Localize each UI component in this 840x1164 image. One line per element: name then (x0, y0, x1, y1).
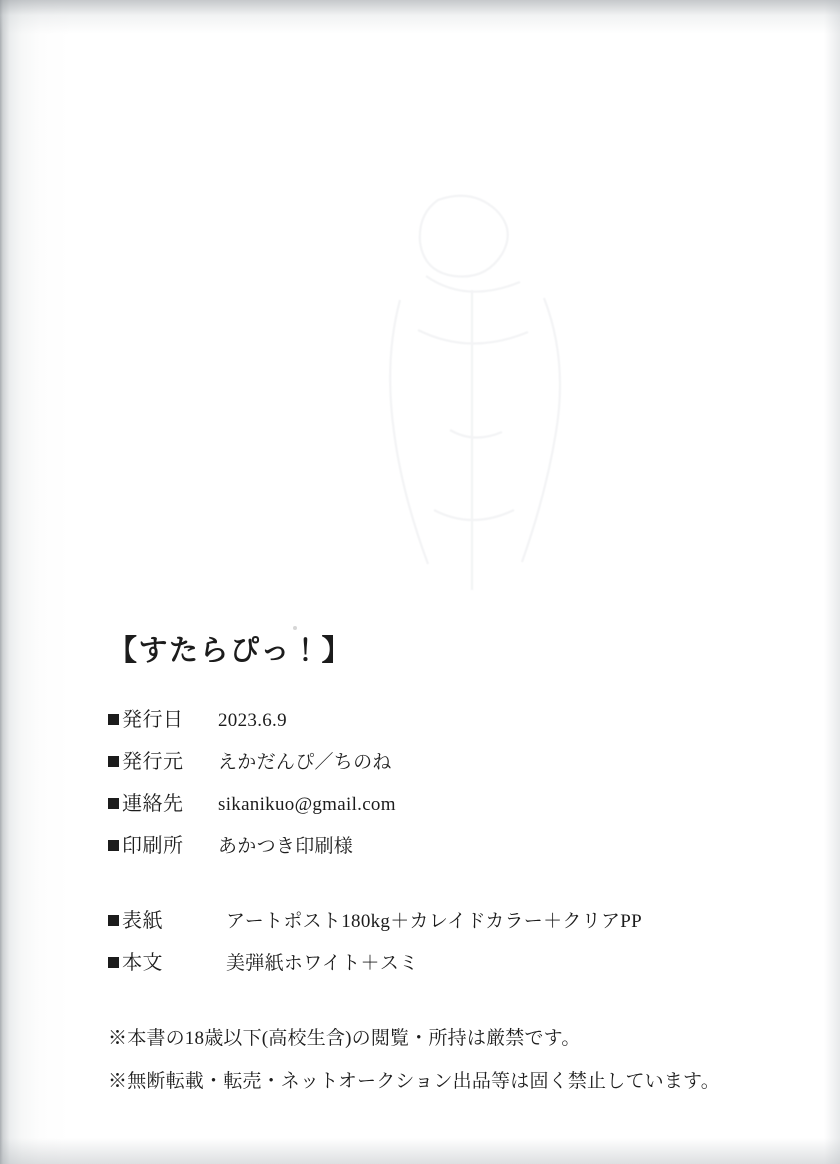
notice-age-restriction: ※本書の18歳以下(高校生含)の閲覧・所持は厳禁です。 (108, 1027, 581, 1049)
colophon-block (108, 634, 768, 1109)
imprint-value: あかつき印刷様 (218, 835, 354, 857)
materials-row-cover (108, 904, 768, 933)
black-square-bullet-icon (108, 756, 119, 767)
black-square-bullet-icon (108, 798, 119, 809)
imprint-label: 連絡先 (122, 792, 184, 815)
imprint-row-contact (108, 787, 768, 816)
materials-row-body (108, 946, 768, 975)
imprint-value: えかだんぴ／ちのね (218, 751, 392, 773)
imprint-row-publish-date (108, 703, 768, 732)
notices-block (108, 1023, 768, 1093)
imprint-value: 2023.6.9 (218, 709, 287, 731)
imprint-label: 印刷所 (122, 834, 184, 857)
materials-value: アートポスト180kg＋カレイドカラー＋クリアPP (226, 910, 643, 932)
imprint-row-publisher (108, 745, 768, 774)
notice-reproduction-ban: ※無断転載・転売・ネットオークション出品等は固く禁止しています。 (108, 1070, 720, 1092)
imprint-row-printer (108, 829, 768, 858)
black-square-bullet-icon (108, 714, 119, 725)
scan-speck (293, 626, 297, 630)
black-square-bullet-icon (108, 840, 119, 851)
paper-right-shadow (824, 0, 840, 1164)
imprint-label: 発行日 (122, 708, 184, 731)
imprint-label: 発行元 (122, 750, 184, 773)
black-square-bullet-icon (108, 915, 119, 926)
black-square-bullet-icon (108, 957, 119, 968)
materials-label: 本文 (122, 951, 163, 974)
paper-bottom-shadow (0, 1138, 840, 1164)
imprint-value-email: sikanikuo@gmail.com (218, 793, 396, 815)
materials-value: 美弾紙ホワイト＋スミ (226, 952, 419, 974)
materials-label: 表紙 (122, 909, 163, 932)
bleed-through-artwork (330, 180, 620, 600)
imprint-list (108, 703, 768, 975)
paper-top-shadow (0, 0, 840, 34)
page-title: 【すたらぴっ！】 (108, 635, 353, 667)
